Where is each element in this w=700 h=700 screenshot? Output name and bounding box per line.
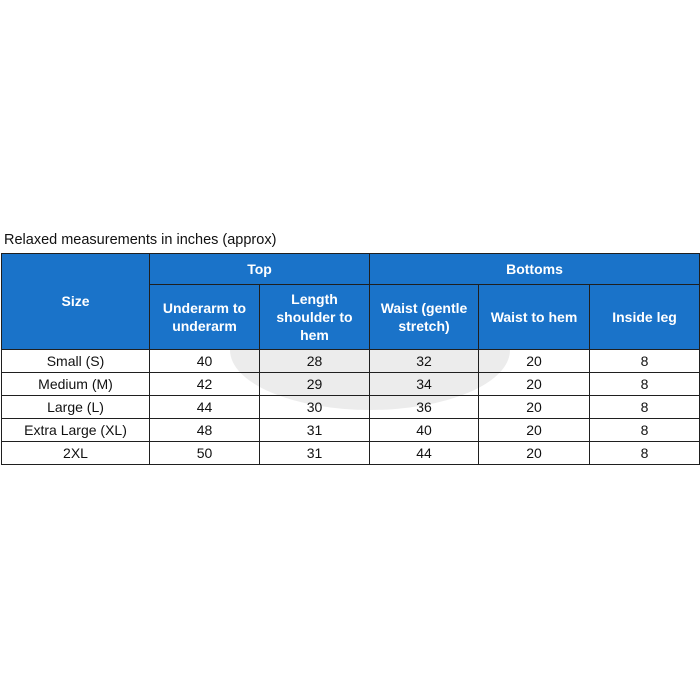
length-header: Length shoulder to hem [260,285,370,350]
underarm-cell: 48 [150,419,260,442]
underarm-cell: 40 [150,350,260,373]
waist-to-hem-header: Waist to hem [479,285,590,350]
table-row [2,350,700,373]
table-row [2,373,700,396]
underarm-cell: 44 [150,396,260,419]
size-cell: Extra Large (XL) [2,419,150,442]
inside-leg-cell: 8 [590,350,700,373]
waist-header: Waist (gentle stretch) [370,285,479,350]
inside-leg-header: Inside leg [590,285,700,350]
underarm-cell: 50 [150,442,260,465]
waist-to-hem-cell: 20 [479,396,590,419]
inside-leg-cell: 8 [590,373,700,396]
inside-leg-cell: 8 [590,396,700,419]
size-header: Size [2,254,150,350]
bottoms-group-header: Bottoms [370,254,700,285]
length-cell: 29 [260,373,370,396]
length-cell: 31 [260,442,370,465]
waist-cell: 44 [370,442,479,465]
size-cell: 2XL [2,442,150,465]
underarm-cell: 42 [150,373,260,396]
size-cell: Small (S) [2,350,150,373]
waist-to-hem-cell: 20 [479,442,590,465]
inside-leg-cell: 8 [590,419,700,442]
size-cell: Medium (M) [2,373,150,396]
waist-cell: 36 [370,396,479,419]
inside-leg-cell: 8 [590,442,700,465]
table-caption: Relaxed measurements in inches (approx) [4,232,277,248]
underarm-header: Underarm to underarm [150,285,260,350]
size-cell: Large (L) [2,396,150,419]
table-row [2,396,700,419]
table-row [2,442,700,465]
length-cell: 28 [260,350,370,373]
table-row [2,419,700,442]
waist-to-hem-cell: 20 [479,419,590,442]
waist-cell: 34 [370,373,479,396]
header-group-row [2,254,700,285]
waist-to-hem-cell: 20 [479,350,590,373]
length-cell: 30 [260,396,370,419]
length-cell: 31 [260,419,370,442]
waist-cell: 40 [370,419,479,442]
waist-to-hem-cell: 20 [479,373,590,396]
waist-cell: 32 [370,350,479,373]
size-chart-table [1,253,700,465]
top-group-header: Top [150,254,370,285]
